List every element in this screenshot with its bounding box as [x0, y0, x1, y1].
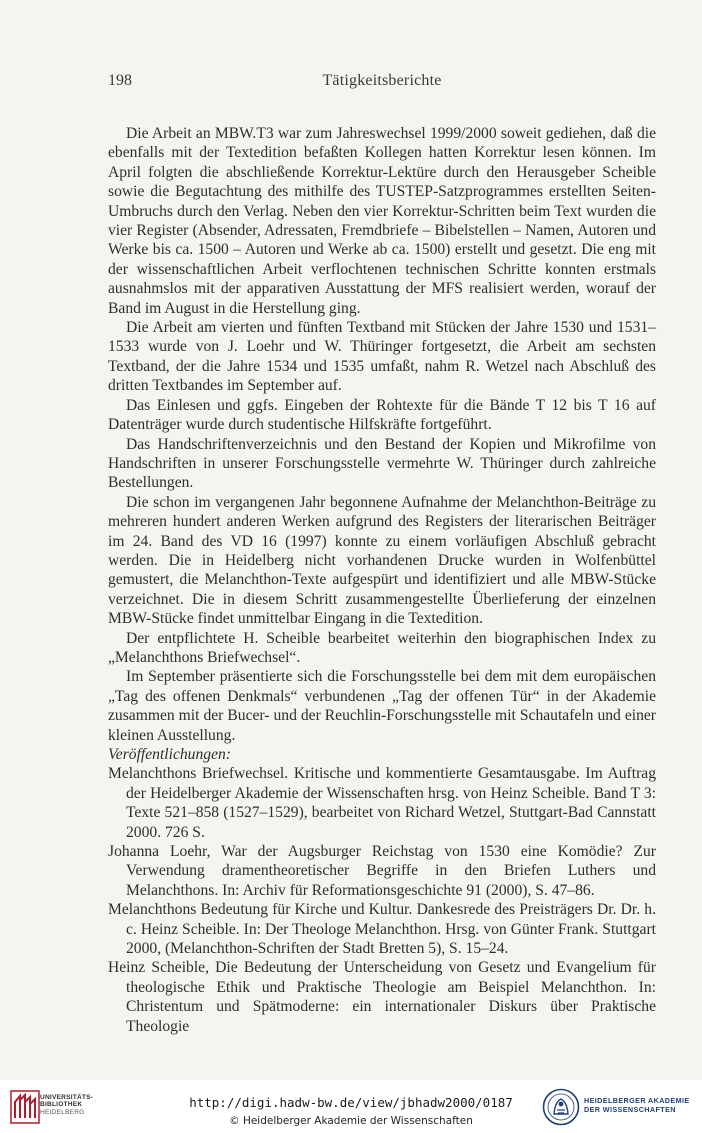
publication-entry: Johanna Loehr, War der Augsburger Reichstag von 1530 eine Komödie? Zur Verwendung dramentheoretischer Begriffe in den Briefen Luthers und Melanchthons. In: Archiv für Reformationsgeschichte 91 (2000), S. 47–86.	[108, 843, 656, 899]
paragraph: Das Handschriftenverzeichnis und den Bestand der Kopien und Mikrofilme von Handschriften in unserer Forschungsstelle vermehrte W. Thüringer durch zahlreiche Bestellungen.	[108, 435, 656, 492]
paragraph: Das Einlesen und ggfs. Eingeben der Rohtexte für die Bände T 12 bis T 16 auf Datenträger wurde durch studentische Hilfskräfte fortgeführt.	[108, 396, 656, 434]
academy-name	[584, 1096, 690, 1114]
viewer-footer	[0, 1080, 702, 1133]
publication-entry: Melanchthons Bedeutung für Kirche und Kultur. Dankesrede des Preisträgers Dr. Dr. h. c. Heinz Scheible. In: Der Theologe Melanchthon. Hrsg. von Günter Frank. Stuttgart 2000, (Melanchthon-Schriften der Stadt Bretten 5), S. 15–24.	[108, 901, 656, 958]
running-title: Tätigkeitsberichte	[322, 72, 442, 89]
academy-line: DER WISSENSCHAFTEN	[584, 1105, 676, 1115]
academy-line: HEIDELBERGER AKADEMIE	[584, 1096, 690, 1105]
ub-line: HEIDELBERG	[40, 1108, 85, 1116]
publication-entry: Heinz Scheible, Die Bedeutung der Unterscheidung von Gesetz und Evangelium für theologische Ethik und Praktische Theologie am Beispiel Melanchthon. In: Christentum und Spätmoderne: ein internationaler Diskurs über Praktische Theologie	[108, 959, 656, 1035]
paragraph: Der entpflichtete H. Scheible bearbeitet weiterhin den biographischen Index zu „Melanchthons Briefwechsel“.	[108, 629, 656, 666]
copyright-notice: © Heidelberger Akademie der Wissenschaften	[229, 1115, 473, 1127]
academy-seal-icon[interactable]	[542, 1088, 580, 1126]
ub-line: UNIVERSITÄTS-	[40, 1094, 94, 1101]
paragraph: Die Arbeit am vierten und fünften Textband mit Stücken der Jahre 1530 und 1531–1533 wurde von J. Loehr und W. Thüringer fortgesetzt, die Arbeit am sechsten Textband, der die Jahre 1534 und 1535 umfaßt, nahm R. Wetzel nach Abschluß des dritten Textbandes im September auf.	[108, 319, 656, 395]
publication-entry: Melanchthons Briefwechsel. Kritische und kommentierte Gesamtausgabe. Im Auftrag der Heidelberger Akademie der Wissenschaften hrsg. von Heinz Scheible. Band T 3: Texte 521–858 (1527–1529), bearbeitet von Richard Wetzel, Stuttgart-Bad Cannstatt 2000. 726 S.	[108, 765, 656, 841]
body-text	[108, 124, 656, 1036]
document-url-link[interactable]: http://digi.hadw-bw.de/view/jbhadw2000/0187	[189, 1095, 513, 1110]
running-head	[108, 72, 656, 96]
paragraph: Im September präsentierte sich die Forschungsstelle bei dem mit dem europäischen „Tag des offenen Denkmals“ verbundenen „Tag der offenen Tür“ in der Akademie zusammen mit der Bucer- und der Reuchlin-Forschungsstelle mit Schautafeln und einer kleinen Ausstellung.	[108, 668, 656, 744]
publications-heading: Veröffentlichungen:	[108, 746, 231, 763]
ub-line: BIBLIOTHEK	[40, 1101, 83, 1109]
page-number: 198	[108, 72, 132, 89]
paragraph: Die schon im vergangenen Jahr begonnene Aufnahme der Melanchthon-Beiträge zu mehreren hundert anderen Werken aufgrund des Registers der literarischen Beiträger im 24. Band des VD 16 (1997) konnte zu einem vorläufigen Abschluß gebracht werden. Die in Heidelberg nicht vorhandenen Drucke wurden in Wolfenbüttel gemustert, die Melanchthon-Texte aufgespürt und identifiziert und alle MBW-Stücke verzeichnet. Die in diesem Schritt zusammengestellte Überlieferung der einzelnen MBW-Stücke findet unmittelbar Eingang in die Textedition.	[108, 493, 656, 628]
paragraph: Die Arbeit an MBW.T3 war zum Jahreswechsel 1999/2000 soweit gediehen, daß die ebenfalls mit der Textedition befaßten Kollegen hatten Korrektur lesen können. Im April folgten die abschließende Korrektur-Lektüre durch den Herausgeber Scheible sowie die Begutachtung des mithilfe des TUSTEP-Satzprogrammes erstellten Seiten-Umbruchs durch den Verlag. Neben den vier Korrektur-Schritten beim Text wurden die vier Register (Absender, Adressaten, Fremdbriefe – Bibelstellen – Namen, Autoren und Werke bis ca. 1500 – Autoren und Werke ab ca. 1500) erstellt und gesetzt. Die eng mit der wissenschaftlichen Arbeit verflochtenen technischen Schritte konnten erstmals ausnahmslos mit der apparativen Ausstattung der MFS realisiert werden, worauf der Band im August in die Herstellung ging.	[108, 125, 656, 317]
